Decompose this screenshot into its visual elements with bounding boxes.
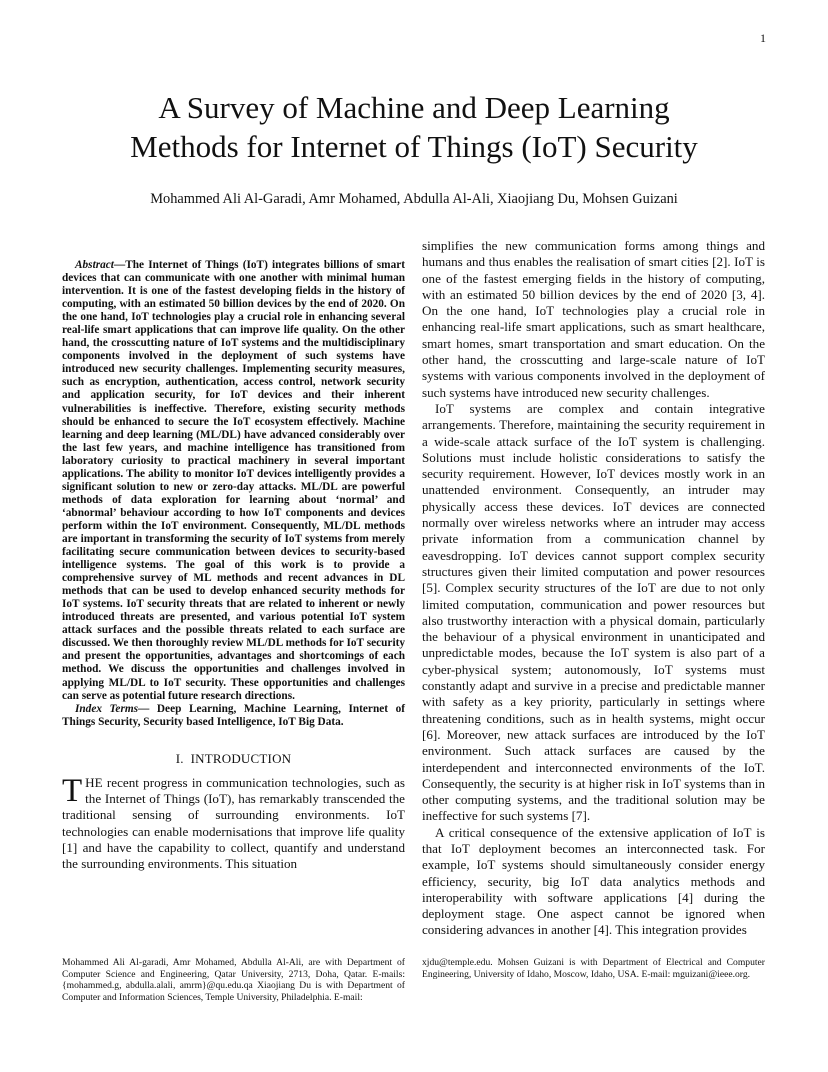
abstract (62, 259, 405, 703)
paper-title-line-2: Methods for Internet of Things (IoT) Security (130, 129, 698, 164)
index-terms-lead: Index Terms (75, 702, 139, 715)
paper-title (40, 88, 788, 166)
right-paragraph-2: IoT systems are complex and contain integrative arrangements. Therefore, maintaining the security requirement in a wide-scale attack surface of the IoT system is challenging. Solutions must include holistic considerations to satisfy the security requirement. However, IoT devices mostly work in an unattended environment. Consequently, an intruder may physically access these devices. IoT devices are connected normally over wireless networks where an intruder may access private information from a communication channel by eavesdropping. IoT devices cannot support complex security structures given their limited computation and power resources [5]. Complex security structures of the IoT are due to not only limited computation, communication and power resources but also trustworthy interaction with a physical domain, particularly the behaviour of a physical environment in unanticipated and unpredictable modes, because the IoT system is also part of a cyber-physical system; autonomously, IoT systems must constantly adapt and survive in a precise and predictable manner with safety as a key priority, particularly in settings where threatening conditions, such as in health systems, might occur [6]. Moreover, new attack surfaces are introduced by the IoT environment. Such attack surfaces are caused by the interdependent and interconnected environments of the IoT. Consequently, the security is at higher risk in IoT systems than in other computing systems, and the traditional solution may be ineffective for such systems [7]. (422, 400, 765, 824)
page-number: 1 (760, 31, 766, 45)
left-column (62, 259, 405, 872)
intro-paragraph-1-text: HE recent progress in communication technologies, such as the Internet of Things (IoT), has remarkably transcended the traditional sensing of surrounding environments. IoT technologies can enable modernisations that improve life quality [1] and have the capability to collect, quantify and understand the surrounding environments. This situation (62, 774, 405, 872)
right-column (422, 238, 765, 939)
footnote-right: xjdu@temple.edu. Mohsen Guizani is with Department of Electrical and Computer Engineering, University of Idaho, Moscow, Idaho, USA. E-mail: mguizani@ieee.org. (422, 957, 765, 980)
index-terms (62, 703, 405, 729)
abstract-text: —The Internet of Things (IoT) integrates billions of smart devices that can communicate with one another with minimal human intervention. It is one of the fastest developing fields in the history of computing, with an estimated 50 billion devices by the end of 2020. On the one hand, IoT technologies play a crucial role in enhancing several real-life smart applications that can improve life quality. On the other hand, the crosscutting nature of IoT systems and the multidisciplinary components involved in the deployment of such systems have introduced new security challenges. Implementing security measures, such as encryption, authentication, access control, network security and application security, for IoT devices and their inherent vulnerabilities is ineffective. Therefore, existing security methods should be enhanced to secure the IoT ecosystem effectively. Machine learning and deep learning (ML/DL) have advanced considerably over the last few years, and machine intelligence has transitioned from laboratory curiosity to practical machinery in several important applications. The ability to monitor IoT devices intelligently provides a significant solution to new or zero-day attacks. ML/DL are powerful methods of data exploration for learning about ‘normal’ and ‘abnormal’ behaviour according to how IoT components and devices perform within the IoT environment. Consequently, ML/DL methods are important in transforming the security of IoT systems from merely facilitating secure communication between devices to security-based intelligence systems. The goal of this work is to provide a comprehensive survey of ML methods and recent advances in DL methods that can be used to develop enhanced security methods for IoT systems. IoT security threats that are related to inherent or newly introduced threats are presented, and various potential IoT system attack surfaces and the possible threats related to each surface are discussed. We then thoroughly review ML/DL methods for IoT security and present the opportunities, advantages and shortcomings of each method. We discuss the opportunities and challenges involved in applying ML/DL to IoT security. These opportunities and challenges can serve as potential future research directions. (62, 259, 405, 702)
author-list: Mohammed Ali Al-Garadi, Amr Mohamed, Abdulla Al-Ali, Xiaojiang Du, Mohsen Guizani (150, 191, 678, 207)
index-terms-text: — Deep Learning, Machine Learning, Internet of Things Security, Security based Intelligence, IoT Big Data. (62, 702, 405, 728)
section-heading-introduction: I. INTRODUCTION (175, 750, 292, 766)
right-paragraph-3: A critical consequence of the extensive application of IoT is that IoT deployment becomes an interconnected task. For example, IoT systems should simultaneously consider energy efficiency, security, big IoT data analytics methods and interoperability with software applications [4] during the deployment stage. One aspect cannot be ignored when considering advances in another [4]. This integration provides (422, 824, 765, 938)
drop-cap: T (62, 772, 83, 809)
right-paragraph-1: simplifies the new communication forms among things and humans and thus enables the realisation of smart cities [2]. IoT is one of the fastest emerging fields in the history of computing, with an estimated 50 billion devices by the end of 2020 [3, 4]. On the one hand, IoT technologies play a crucial role in enhancing real-life smart applications, such as smart healthcare, smart homes, smart transportation and smart education. On the other hand, the crosscutting and large-scale nature of IoT systems with various components involved in the deployment of such systems have introduced new security challenges. (422, 238, 765, 400)
paper-title-line-1: A Survey of Machine and Deep Learning (158, 90, 670, 125)
intro-paragraph-1 (62, 772, 405, 873)
footnote-left: Mohammed Ali Al-garadi, Amr Mohamed, Abdulla Al-Ali, are with Department of Computer Science and Engineering, Qatar University, 2713, Doha, Qatar. E-mails: {mohammed.g, abdulla.alali, amrm}@qu.edu.qa Xiaojiang Du is with Department of Computer and Information Sciences, Temple University, Philadelphia. E-mail: (62, 957, 405, 1003)
abstract-lead: Abstract (75, 259, 114, 271)
